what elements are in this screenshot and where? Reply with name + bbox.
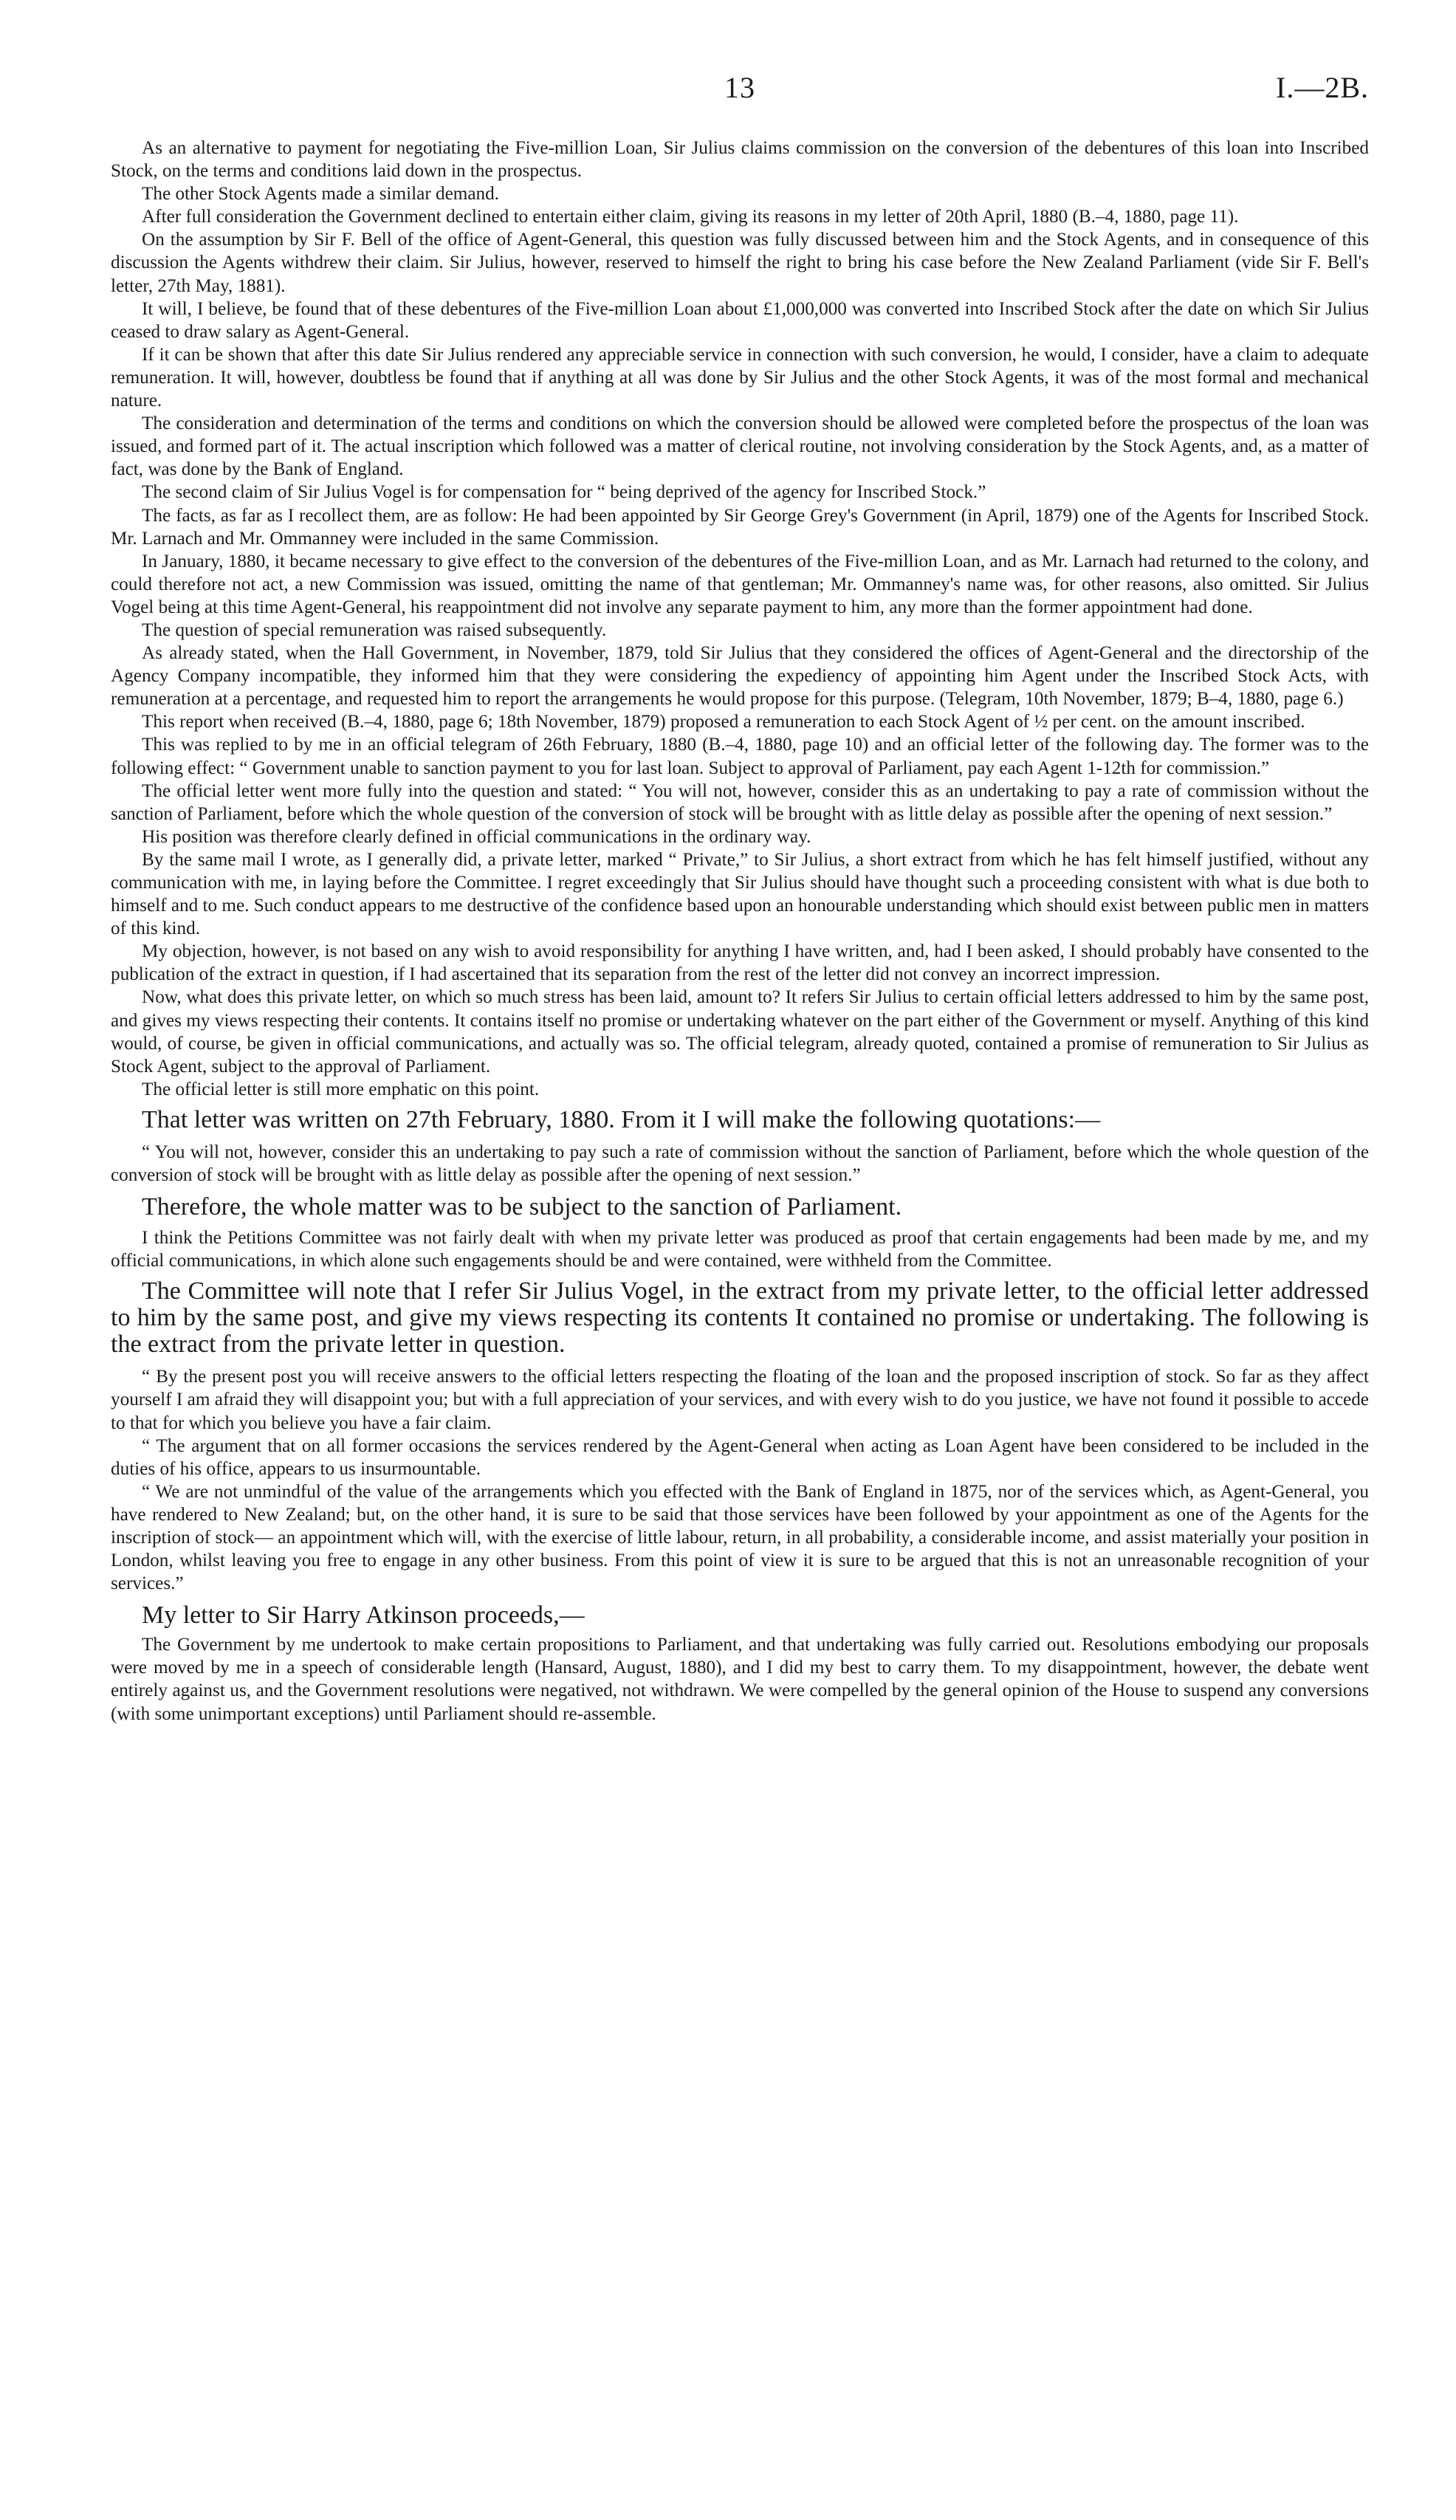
paragraph: My objection, however, is not based on any wish to avoid responsibility for anything I have written, and, had I been asked, I should probably have consented to the publication of the extract in question, if I had ascertained that its separation from the rest of the letter did not convey an incorrect impression. [111,941,1369,985]
paragraph: The official letter is still more emphatic on this point. [142,1079,540,1099]
block-quote: “ You will not, however, consider this an undertaking to pay such a rate of commission without the sanction of Parliament, before which the whole question of the conversion of stock will be brought with as little delay as possible after the opening of next session.” [111,1141,1369,1186]
paragraph: On the assumption by Sir F. Bell of the office of Agent-General, this question was fully discussed between him and the Stock Agents, and in consequence of this discussion the Agents withdrew their claim. Sir Julius, however, reserved to himself the right to bring his case before the New Zealand Parliament (vide Sir F. Bell's letter, 27th May, 1881). [111,230,1369,296]
paragraph: If it can be shown that after this date Sir Julius rendered any appreciable service in connection with such conversion, he would, I consider, have a claim to adequate remuneration. It will, however, doubtless be found that if anything at all was done by Sir Julius and the other Stock Agents, it was of the most formal and mechanical nature. [111,344,1369,411]
paragraph: The second claim of Sir Julius Vogel is for compensation for “ being deprived of the agency for Inscribed Stock.” [142,482,986,503]
block-quote: “ We are not unmindful of the value of the arrangements which you effected with the Bank of England in 1875, nor of the services which, as Agent-General, you have rendered to New Zealand; but, on the other hand, it is sure to be said that those services have been followed by your appointment as one of the Agents for the inscription of stock— an appointment which will, with the exercise of little labour, return, in all probability, a considerable income, and assist materially your position in London, whilst leaving you free to engage in any other business. From this point of view it is sure to be argued that this is not an unreasonable recognition of your services.” [111,1481,1369,1594]
page-number: 13 [724,71,755,104]
paragraph: As already stated, when the Hall Government, in November, 1879, told Sir Julius that they considered the offices of Agent-General and the directorship of the Agency Company incompatible, they informed him that they were considering the expediency of appointing him Agent under the Inscribed Stock Acts, with remuneration at a percentage, and requested him to report the arrangements he would propose for this purpose. (Telegram, 10th November, 1879; B–4, 1880, page 6.) [111,643,1369,710]
large-paragraph: My letter to Sir Harry Atkinson proceeds,— [142,1601,585,1630]
paragraph: This was replied to by me in an official telegram of 26th February, 1880 (B.–4, 1880, page 10) and an official letter of the following day. The former was to the following effect: “ Government unable to sanction payment to you for last loan. Subject to approval of Parliament, pay each Agent 1-12th for commission.” [111,735,1369,778]
page-header [111,70,1369,122]
paragraph: The official letter went more fully into the question and stated: “ You will not, however, consider this as an undertaking to pay a rate of commission without the sanction of Parliament, before which the whole question of the conversion of stock will be brought with as little delay as possible after the opening of next session.” [111,780,1369,824]
document-body [111,137,1369,1726]
large-paragraph: The Committee will note that I refer Sir Julius Vogel, in the extract from my private letter, to the official letter addressed to him by the same post, and give my views respecting its contents It contained no promise or undertaking. The following is the extract from the private letter in question. [111,1277,1369,1359]
document-reference: I.—2B. [1276,71,1369,104]
paragraph: It will, I believe, be found that of these debentures of the Five-million Loan about £1,000,000 was converted into Inscribed Stock after the date on which Sir Julius ceased to draw salary as Agent-General. [111,298,1369,342]
paragraph: I think the Petitions Committee was not fairly dealt with when my private letter was produced as proof that certain engagements had been made by me, and my official communications, in which alone such engagements should be and were contained, were withheld from the Committee. [111,1228,1369,1271]
paragraph: The consideration and determination of the terms and conditions on which the conversion should be allowed were completed before the prospectus of the loan was issued, and formed part of it. The actual inscription which followed was a matter of clerical routine, not involving consideration by the Stock Agents, and, as a matter of fact, was done by the Bank of England. [111,413,1369,480]
paragraph: The facts, as far as I recollect them, are as follow: He had been appointed by Sir George Grey's Government (in April, 1879) one of the Agents for Inscribed Stock. Mr. Larnach and Mr. Ommanney were included in the same Commission. [111,505,1369,549]
paragraph: The Government by me undertook to make certain propositions to Parliament, and that undertaking was fully carried out. Resolutions embodying our proposals were moved by me in a speech of considerable length (Hansard, August, 1880), and I did my best to carry them. To my disappointment, however, the debate went entirely against us, and the Government resolutions were negatived, not withdrawn. We were compelled by the general opinion of the House to suspend any conversions (with some unimportant exceptions) until Parliament should re-assemble. [111,1635,1369,1724]
block-quote: “ The argument that on all former occasions the services rendered by the Agent-General when acting as Loan Agent have been considered to be included in the duties of his office, appears to us insurmountable. [111,1435,1369,1479]
paragraph: After full consideration the Government declined to entertain either claim, giving its reasons in my letter of 20th April, 1880 (B.–4, 1880, page 11). [142,207,1239,227]
paragraph: The other Stock Agents made a similar demand. [142,184,500,205]
paragraph: The question of special remuneration was raised subsequently. [142,619,607,640]
block-quote: “ By the present post you will receive answers to the official letters respecting the floating of the loan and the proposed inscription of stock. So far as they affect yourself I am afraid they will disappoint you; but with a full appreciation of your services, and with every wish to do you justice, we have not found it possible to accede to that for which you believe you have a fair claim. [111,1367,1369,1433]
paragraph: By the same mail I wrote, as I generally did, a private letter, marked “ Private,” to Sir Julius, a short extract from which he has felt himself justified, without any communication with me, in laying before the Committee. I regret exceedingly that Sir Julius should have thought such a proceeding consistent with what is due both to himself and to me. Such conduct appears to me destructive of the confidence based upon an honourable understanding which should exist between public men in matters of this kind. [111,849,1369,939]
paragraph: As an alternative to payment for negotiating the Five-million Loan, Sir Julius claims commission on the conversion of the debentures of this loan into Inscribed Stock, on the terms and conditions laid down in the prospectus. [111,138,1369,182]
paragraph: This report when received (B.–4, 1880, page 6; 18th November, 1879) proposed a remuneration to each Stock Agent of ½ per cent. on the amount inscribed. [142,712,1305,732]
large-paragraph: That letter was written on 27th February, 1880. From it I will make the following quotations:— [142,1105,1101,1133]
large-paragraph: Therefore, the whole matter was to be subject to the sanction of Parliament. [142,1193,902,1221]
paragraph: Now, what does this private letter, on which so much stress has been laid, amount to? It refers Sir Julius to certain official letters addressed to him by the same post, and gives my views respecting their contents. It contains itself no promise or undertaking whatever on the part either of the Government or myself. Anything of this kind would, of course, be given in official communications, and actually was so. The official telegram, already quoted, contained a promise of remuneration to Sir Julius as Stock Agent, subject to the approval of Parliament. [111,987,1369,1077]
paragraph: His position was therefore clearly defined in official communications in the ordinary way. [142,826,811,847]
paragraph: In January, 1880, it became necessary to give effect to the conversion of the debentures of the Five-million Loan, and as Mr. Larnach had returned to the colony, and could therefore not act, a new Commission was issued, omitting the name of that gentleman; Mr. Ommanney's name was, for other reasons, also omitted. Sir Julius Vogel being at this time Agent-General, his reappointment did not involve any separate payment to him, any more than the former appointment had done. [111,551,1369,617]
